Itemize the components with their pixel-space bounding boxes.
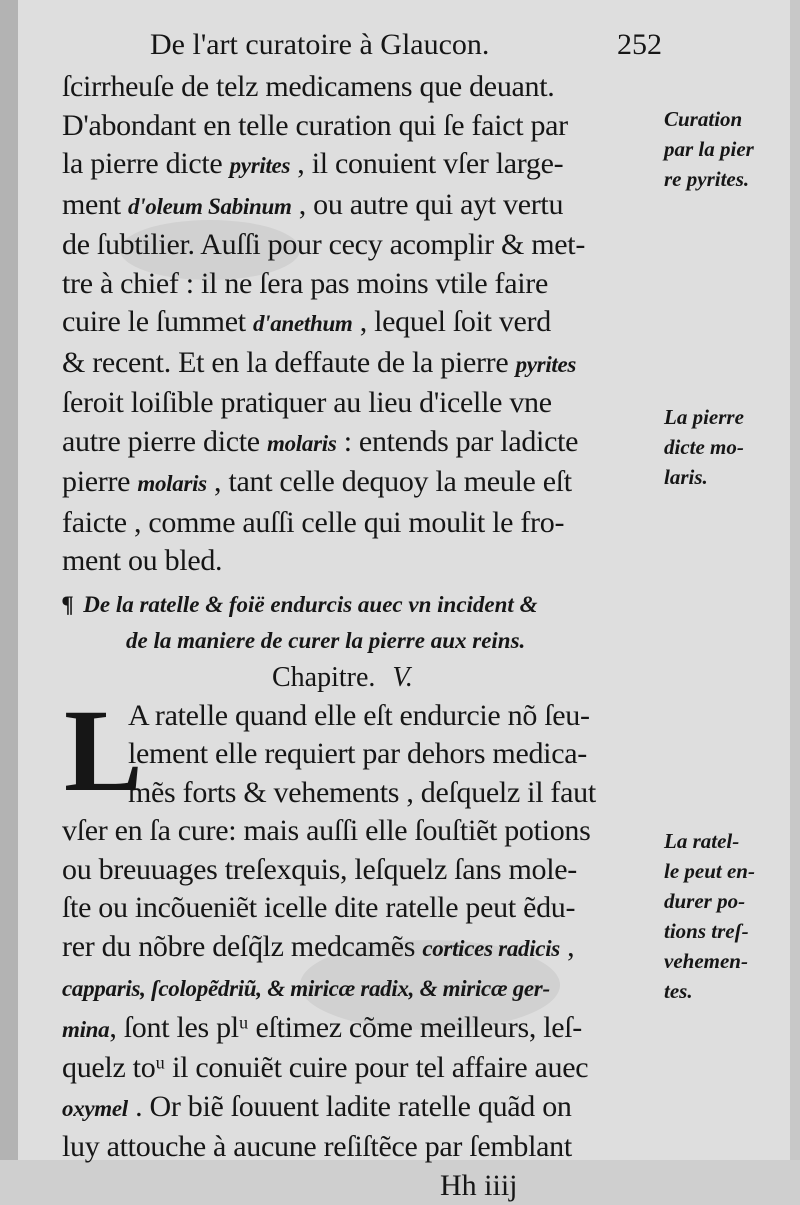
text-run: A ratelle quand elle eſt endurcie nõ ſeu- [128, 698, 590, 732]
italic-term: pyrites [515, 351, 577, 377]
text-run: ſeroit loiſible pratiquer au lieu d'icelle vne [62, 386, 552, 419]
text-line [62, 889, 662, 928]
text-line [62, 265, 662, 304]
margin-note-line: vehemen- [664, 949, 748, 973]
section-heading-text-1: De la ratelle & foië endurcis auec vn incident & [83, 591, 538, 617]
text-line [62, 68, 662, 107]
text-line [62, 303, 662, 344]
italic-term: molaris [267, 430, 337, 456]
margin-note-line: tes. [664, 979, 693, 1003]
running-title: De l'art curatoire à Glaucon. [150, 28, 490, 61]
text-run: luy attouche à aucune reſiſtẽce par ſemblant [62, 1130, 572, 1163]
text-run: ſte ou incõueniẽt icelle dite ratelle peut ẽdu- [62, 891, 576, 924]
section-heading-line [62, 623, 662, 659]
margin-note-line: laris. [664, 465, 708, 489]
italic-term: mina [62, 1016, 110, 1042]
text-line [62, 1049, 662, 1088]
text-line [62, 423, 662, 464]
text-run: cuire le ſummet [62, 305, 253, 338]
margin-note-line: La pierre [664, 405, 744, 429]
text-run: : entends par ladicte [336, 424, 579, 458]
text-run: vſer en ſa cure: mais auſſi elle ſouſtiẽt potions [62, 814, 591, 847]
margin-note-line: par la pier [664, 137, 754, 161]
chapter-number: V. [392, 661, 413, 693]
pilcrow-mark: ¶ [62, 591, 74, 617]
section-heading [62, 587, 662, 659]
text-line [62, 774, 662, 813]
running-header [62, 28, 662, 68]
text-run: lement elle requiert par dehors medica- [128, 737, 587, 770]
margin-note-line: tions treſ- [664, 919, 749, 943]
text-run: rer du nõbre deſq̃lz medcamẽs [62, 929, 423, 963]
text-run: ment [62, 187, 128, 221]
text-run: D'abondant en telle curation qui ſe faict par [62, 108, 568, 142]
margin-note-line: re pyrites. [664, 167, 750, 191]
text-run: la pierre dicte [62, 147, 230, 180]
section-heading-line [62, 587, 662, 623]
text-line [62, 384, 662, 423]
text-line [62, 697, 662, 736]
section-heading-text-2: de la maniere de curer la pierre aux reins. [126, 627, 526, 653]
text-line [62, 463, 662, 504]
text-run: , ou autre qui ayt vertu [291, 187, 564, 221]
italic-term: pyrites [229, 153, 291, 178]
chapter-label: Chapitre. [272, 661, 376, 693]
text-line [62, 1128, 662, 1167]
text-run: ment ou bled. [62, 544, 223, 577]
text-line [62, 145, 662, 186]
chapter-paragraph [62, 684, 662, 1167]
text-run: , il conuient vſer large- [290, 147, 564, 180]
text-run: ou breuuages treſexquis, leſquelz ſans mole- [62, 852, 577, 886]
text-line [62, 968, 662, 1009]
text-run: mẽs forts & vehements , deſquelz il faut [128, 775, 596, 809]
text-run: , ſont les plᵘ eſtimez cõme meilleurs, leſ- [109, 1010, 582, 1044]
text-line [62, 344, 662, 385]
text-line [62, 504, 662, 543]
text-run: pierre [62, 465, 138, 498]
italic-term: capparis, ſcolopẽdriũ, & miricæ radix, & miricæ ger- [62, 976, 550, 1001]
margin-note-curation [664, 104, 754, 194]
page-number: 252 [617, 28, 662, 61]
text-run: , lequel ſoit verd [352, 305, 551, 338]
signature-catchword: Hh iiij [440, 1168, 518, 1202]
italic-term: molaris [137, 471, 207, 496]
margin-note-line: le peut en- [664, 859, 755, 883]
text-line [62, 851, 662, 890]
text-run: quelz toᵘ il conuiẽt cuire pour tel affaire auec [62, 1051, 589, 1084]
body-paragraph [62, 68, 662, 581]
text-line [62, 812, 662, 851]
text-run: , [559, 929, 575, 963]
text-run: & recent. Et en la deffaute de la pierre [62, 345, 516, 379]
text-run: tre à chief : il ne ſera pas moins vtile faire [62, 266, 548, 300]
text-line [62, 928, 662, 969]
drop-cap-initial: L [64, 684, 143, 816]
text-run: . Or biẽ ſouuent ladite ratelle quãd on [127, 1089, 572, 1123]
margin-note-line: dicte mo- [664, 435, 744, 459]
italic-term: cortices radicis [422, 935, 560, 961]
margin-note-line: La ratel- [664, 829, 740, 853]
text-line [62, 1088, 662, 1129]
text-run: de ſubtilier. Auſſi pour cecy acomplir & met- [62, 228, 586, 261]
italic-term: oxymel [62, 1095, 128, 1121]
margin-note-ratelle [664, 826, 755, 1006]
text-line [62, 107, 662, 146]
text-run: , tant celle dequoy la meule eſt [206, 465, 572, 498]
italic-term: d'anethum [252, 311, 353, 336]
text-run: faicte , comme auſſi celle qui moulit le fro- [62, 505, 565, 539]
text-line [62, 542, 662, 581]
margin-note-pierre-molaris [664, 402, 744, 492]
margin-note-line: Curation [664, 107, 743, 131]
text-line [62, 1009, 662, 1050]
text-line [62, 735, 662, 774]
text-block [62, 28, 662, 1205]
text-run: ſcirrheuſe de telz medicamens que deuant. [62, 70, 555, 103]
text-run: autre pierre dicte [62, 424, 268, 458]
margin-note-line: durer po- [664, 889, 746, 913]
chapter-heading [62, 659, 662, 697]
text-line [62, 226, 662, 265]
text-line [62, 186, 662, 227]
italic-term: d'oleum Sabinum [128, 193, 292, 219]
